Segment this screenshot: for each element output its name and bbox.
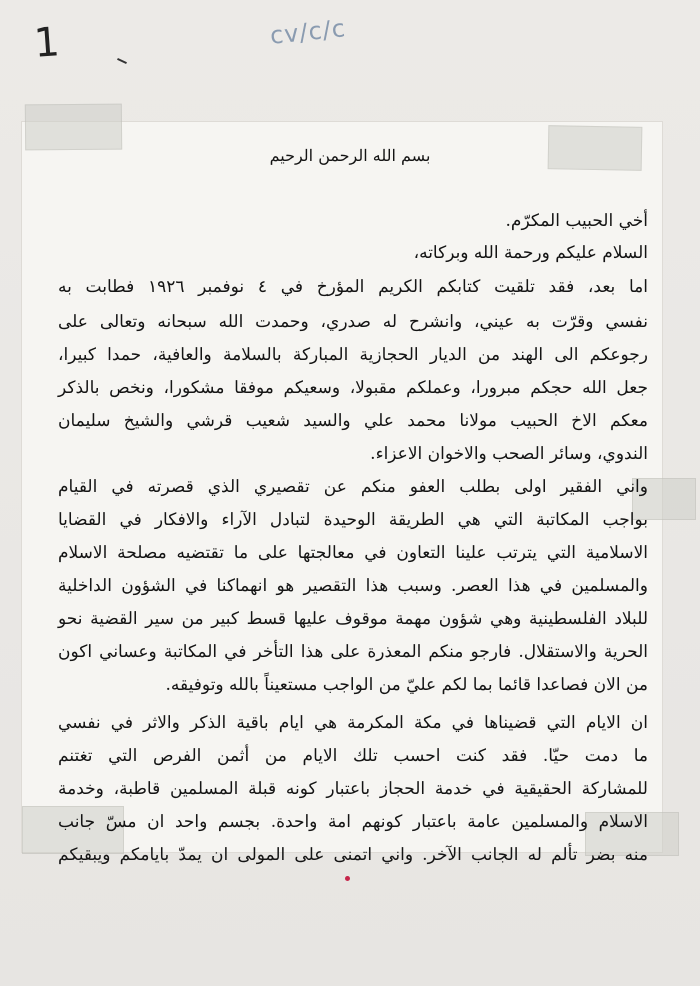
greeting: السلام عليكم ورحمة الله وبركاته، [413, 243, 648, 263]
salutation: أخي الحبيب المكرّم. [505, 211, 648, 231]
body-line-14: ان الايام التي قضيناها في مكة المكرمة هي ايام باقية الذكر والاثر في نفسي [58, 713, 648, 733]
tape-strip-top-right [548, 125, 643, 171]
body-line-3: رجوعكم الى الهند من الديار الحجازية المباركة بالسلامة والعافية، حمدا كبيرا، [58, 345, 648, 365]
body-line-16: للمشاركة الحقيقية في خدمة الحجاز باعتبار كونه قبلة المسلمين قاطبة، وخدمة [58, 779, 648, 799]
body-line-15: ما دمت حيّا. فقد كنت احسب تلك الايام من أثمن الفرص التي تغتنم [58, 746, 648, 766]
folio-number: 1 [32, 19, 62, 67]
archive-reference: cv/c/c [268, 14, 348, 50]
body-line-4: جعل الله حجكم مبرورا، وعملكم مقبولا، وسعيكم موفقا مشكورا، ونخص بالذكر [58, 378, 648, 398]
body-line-6: الندوي، وسائر الصحب والاخوان الاعزاء. [370, 444, 648, 464]
tape-strip-top-left [25, 104, 122, 151]
body-line-10: والمسلمين في هذا العصر. وسبب هذا التقصير هو انهماكنا في الشؤون الداخلية [58, 576, 648, 596]
body-line-13: من الان فصاعدا قائما بما لكم عليّ من الواجب مستعيناً بالله وتوفيقه. [165, 675, 648, 695]
body-line-2: نفسي وقرّت به عيني، وانشرح له صدري، وحمدت الله سبحانه وتعالى على [58, 312, 648, 332]
red-dot-mark [345, 876, 350, 881]
body-line-5: معكم الاخ الحبيب مولانا محمد علي والسيد شعيب قرشي والشيخ سليمان [58, 411, 648, 431]
body-line-9: الاسلامية التي يترتب علينا التعاون في معالجتها على ما تقتضيه مصلحة الاسلام [58, 543, 648, 563]
body-line-1: اما بعد، فقد تلقيت كتابكم الكريم المؤرخ في ٤ نوفمبر ١٩٢٦ فطابت به [58, 277, 648, 297]
basmala-heading: بسم الله الرحمن الرحيم [269, 146, 431, 165]
body-line-8: بواجب المكاتبة التي هي الطريقة الوحيدة لتبادل الآراء والافكار في القضايا [58, 510, 648, 530]
body-line-18: منه بضر تألم له الجانب الآخر. واني اتمنى على المولى ان يمدّ بايامكم ويبقيكم [58, 845, 648, 865]
body-line-12: الحرية والاستقلال. فارجو منكم المعذرة على هذا التأخر في المكاتبة وعساني اكون [58, 642, 648, 662]
body-line-7: واني الفقير اولى بطلب العفو منكم عن تقصيري الذي قصرته في القيام [58, 477, 648, 497]
body-line-17: الاسلام والمسلمين عامة باعتبار كونهم امة واحدة. بجسم واحد ان مسّ جانب [58, 812, 648, 832]
body-line-11: للبلاد الفلسطينية وهي شؤون مهمة موقوف عليها قسط كبير من سير القضية نحو [58, 609, 648, 629]
